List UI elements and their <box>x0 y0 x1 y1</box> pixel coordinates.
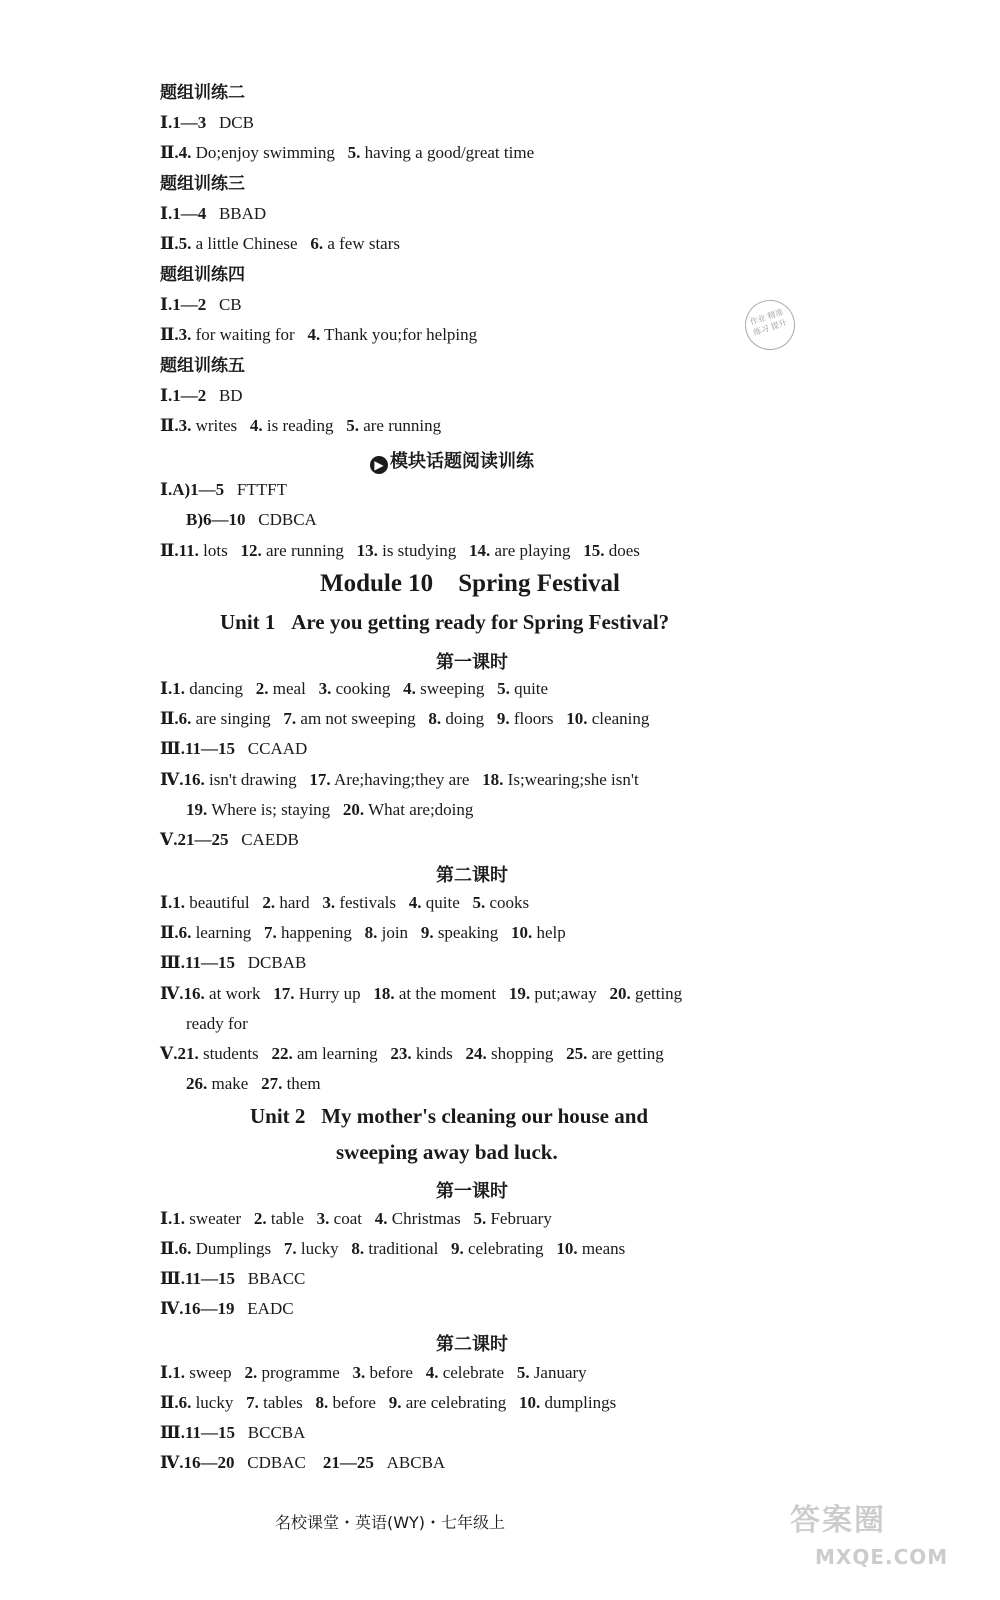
answer-line <box>160 294 242 316</box>
q-number: 9. <box>496 709 510 728</box>
answer: speaking <box>437 923 499 942</box>
answer-line <box>160 324 477 346</box>
answer: are singing <box>195 709 271 728</box>
q-number: 22. <box>271 1044 293 1063</box>
answer-line <box>160 385 243 407</box>
answer: a few stars <box>327 234 401 253</box>
q-number: 10. <box>556 1239 578 1258</box>
q-number: 23. <box>390 1044 412 1063</box>
answer: celebrate <box>442 1363 505 1382</box>
q-number: 4. <box>249 416 263 435</box>
answer: Are;having;they are <box>333 770 470 789</box>
answer: students <box>202 1044 259 1063</box>
answer-line <box>186 1013 248 1035</box>
q-number: 3. <box>322 893 336 912</box>
answer: dumplings <box>544 1393 617 1412</box>
q-number: 4. <box>374 1209 388 1228</box>
answer: kinds <box>415 1044 453 1063</box>
answer-line <box>160 112 254 134</box>
page-footer: 名校课堂・英语(WY)・七年级上 <box>274 1513 506 1532</box>
answer: lucky <box>300 1239 339 1258</box>
answer-line <box>160 142 534 164</box>
answer: lucky <box>195 1393 234 1412</box>
q-number: 17. <box>273 984 295 1003</box>
answer-line <box>186 1073 321 1095</box>
answer-line <box>160 1043 664 1065</box>
answer: quite <box>425 893 460 912</box>
answer: tables <box>263 1393 303 1412</box>
q-number: 3. <box>318 679 332 698</box>
answer: hard <box>279 893 310 912</box>
answer-line <box>160 203 266 225</box>
q-number: 8. <box>351 1239 365 1258</box>
answer: ABCBA <box>386 1453 446 1472</box>
answer: are celebrating <box>405 1393 507 1412</box>
answer-line <box>160 829 299 851</box>
answer: table <box>270 1209 304 1228</box>
q-number: Ⅲ.11—15 <box>160 1269 236 1288</box>
q-number: 20. <box>609 984 631 1003</box>
answer: sweater <box>189 1209 242 1228</box>
answer: dancing <box>189 679 244 698</box>
q-number: 14. <box>469 541 491 560</box>
answer: put;away <box>534 984 597 1003</box>
q-number: Ⅴ.21—25 <box>160 830 229 849</box>
q-number: Ⅱ.6. <box>160 923 192 942</box>
q-number: 18. <box>373 984 395 1003</box>
answer: traditional <box>368 1239 439 1258</box>
group-title-4: 题组训练四 <box>160 265 245 285</box>
answer-line <box>160 1452 445 1474</box>
q-number: Ⅱ.3. <box>160 325 192 344</box>
stamp-seal <box>738 293 801 356</box>
q-number: B)6—10 <box>186 510 246 529</box>
answer: join <box>381 923 409 942</box>
q-number: Ⅰ.1. <box>160 679 185 698</box>
answer-line <box>160 769 639 791</box>
q-number: 7. <box>246 1393 259 1412</box>
answer: CAEDB <box>241 830 299 849</box>
answer: lots <box>203 541 228 560</box>
module-title: Spring Festival <box>458 570 621 597</box>
answer: January <box>533 1363 587 1382</box>
q-number: 3. <box>352 1363 366 1382</box>
answer: cooking <box>335 679 391 698</box>
answer: before <box>332 1393 376 1412</box>
answer-line <box>160 892 529 914</box>
answer: cooks <box>489 893 530 912</box>
answer: a little Chinese <box>195 234 298 253</box>
q-number: Ⅴ.21. <box>160 1044 199 1063</box>
answer: Thank you;for helping <box>324 325 478 344</box>
section-title-text: 模块话题阅读训练 <box>390 451 534 472</box>
answer-line <box>160 1422 305 1444</box>
q-number: 10. <box>518 1393 541 1412</box>
q-number: Ⅰ.1—4 <box>160 204 207 223</box>
answer: am not sweeping <box>300 709 416 728</box>
q-number: Ⅳ.16—20 <box>160 1453 235 1472</box>
q-number: Ⅱ.11. <box>160 541 199 560</box>
answer-line <box>160 952 306 974</box>
answer-line <box>160 415 441 437</box>
answer: writes <box>195 416 238 435</box>
q-number: 24. <box>465 1044 487 1063</box>
q-number: 5. <box>346 416 359 435</box>
q-number: 10. <box>566 709 588 728</box>
unit-heading-1 <box>220 610 669 635</box>
answer: CCAAD <box>247 739 308 758</box>
answer: is studying <box>382 541 457 560</box>
answer: at the moment <box>398 984 497 1003</box>
answer-line <box>160 1298 294 1320</box>
q-number: 26. <box>186 1074 208 1093</box>
answer: are running <box>363 416 442 435</box>
answer: are playing <box>494 541 571 560</box>
answer: Do;enjoy swimming <box>195 143 335 162</box>
q-number: Ⅱ.6. <box>160 1393 192 1412</box>
q-number: 7. <box>283 1239 297 1258</box>
q-number: 9. <box>420 923 434 942</box>
q-number: 4. <box>408 893 422 912</box>
answer: means <box>581 1239 626 1258</box>
q-number: 27. <box>261 1074 283 1093</box>
answer-line <box>160 708 649 730</box>
answer: FTTFT <box>236 480 287 499</box>
answer: getting <box>634 984 683 1003</box>
q-number: 2. <box>262 893 276 912</box>
group-title-2: 题组训练二 <box>160 83 245 103</box>
unit-title: Are you getting ready for Spring Festival? <box>291 610 670 634</box>
q-number: 8. <box>428 709 442 728</box>
answer: What are;doing <box>368 800 474 819</box>
q-number: Ⅰ.1—2 <box>160 386 207 405</box>
answer: help <box>536 923 566 942</box>
answer: Hurry up <box>298 984 361 1003</box>
q-number: 4. <box>307 325 321 344</box>
answer: BBACC <box>247 1269 306 1288</box>
group-title-3: 题组训练三 <box>160 174 245 194</box>
answer-line <box>160 1392 616 1414</box>
q-number: Ⅰ.A)1—5 <box>160 480 225 499</box>
answer: at work <box>209 984 261 1003</box>
lesson-title: 第二课时 <box>436 1334 508 1355</box>
q-number: 19. <box>186 800 208 819</box>
q-number: 4. <box>403 679 416 698</box>
q-number: 5. <box>472 893 486 912</box>
q-number: Ⅰ.1. <box>160 893 185 912</box>
section-title-reading <box>370 447 534 474</box>
q-number: 13. <box>356 541 378 560</box>
q-number: 12. <box>240 541 262 560</box>
answer-line <box>160 1238 625 1260</box>
answer: BBAD <box>218 204 267 223</box>
lesson-title: 第一课时 <box>436 652 508 673</box>
q-number: 15. <box>583 541 605 560</box>
answer-line <box>160 479 287 501</box>
q-number: Ⅰ.1. <box>160 1363 185 1382</box>
arrow-right-icon: ▶ <box>370 456 388 474</box>
answer: am learning <box>296 1044 378 1063</box>
q-number: 2. <box>255 679 269 698</box>
answer-line <box>160 1208 552 1230</box>
answer: festivals <box>339 893 396 912</box>
answer-line <box>160 1362 587 1384</box>
answer: CDBAC <box>247 1453 306 1472</box>
answer: happening <box>281 923 352 942</box>
q-number: Ⅱ.5. <box>160 234 192 253</box>
watermark-logo: 答案圈 <box>790 1503 886 1538</box>
stamp-text: 作业 精准练习 提升 <box>748 307 788 338</box>
answer-line <box>160 983 682 1005</box>
answer: sweep <box>189 1363 232 1382</box>
q-number: Ⅲ.11—15 <box>160 953 236 972</box>
answer: floors <box>513 709 554 728</box>
answer: them <box>286 1074 321 1093</box>
q-number: 7. <box>264 923 277 942</box>
q-number: Ⅳ.16. <box>160 984 205 1003</box>
answer: Is;wearing;she isn't <box>507 770 639 789</box>
answer: celebrating <box>468 1239 544 1258</box>
answer: Where is; staying <box>211 800 331 819</box>
answer-line <box>160 233 400 255</box>
answer: DCB <box>218 113 254 132</box>
answer-line <box>160 1268 305 1290</box>
answer: Dumplings <box>195 1239 272 1258</box>
answer: CDBCA <box>258 510 317 529</box>
module-heading <box>0 570 970 598</box>
answer: having a good/great time <box>364 143 535 162</box>
unit-title: My mother's cleaning our house and <box>321 1104 649 1128</box>
q-number: Ⅰ.1—2 <box>160 295 207 314</box>
q-number: Ⅰ.1—3 <box>160 113 207 132</box>
lesson-title: 第二课时 <box>436 865 508 886</box>
group-title-5: 题组训练五 <box>160 356 245 376</box>
answer: CB <box>218 295 242 314</box>
answer: isn't drawing <box>209 770 297 789</box>
q-number: 4. <box>425 1363 439 1382</box>
answer: shopping <box>491 1044 554 1063</box>
q-number: 20. <box>342 800 365 819</box>
q-number: Ⅲ.11—15 <box>160 1423 236 1442</box>
answer: EADC <box>247 1299 294 1318</box>
q-number: 2. <box>253 1209 267 1228</box>
q-number: 21—25 <box>322 1453 374 1472</box>
q-number: 7. <box>283 709 297 728</box>
q-number: 8. <box>315 1393 329 1412</box>
q-number: 9. <box>451 1239 464 1258</box>
answer: is reading <box>266 416 334 435</box>
answer: February <box>490 1209 552 1228</box>
unit-heading-2 <box>250 1104 648 1129</box>
answer: for waiting for <box>195 325 295 344</box>
answer: before <box>369 1363 413 1382</box>
answer: BD <box>218 386 243 405</box>
answer: doing <box>445 709 485 728</box>
q-number: 25. <box>566 1044 588 1063</box>
q-number: Ⅳ.16—19 <box>160 1299 235 1318</box>
q-number: Ⅲ.11—15 <box>160 739 236 758</box>
q-number: 3. <box>316 1209 330 1228</box>
answer: quite <box>514 679 549 698</box>
answer: coat <box>333 1209 362 1228</box>
q-number: 10. <box>511 923 533 942</box>
q-number: Ⅱ.3. <box>160 416 192 435</box>
answer: make <box>211 1074 249 1093</box>
answer-line <box>160 922 566 944</box>
answer: programme <box>261 1363 340 1382</box>
unit-heading-2-cont: sweeping away bad luck. <box>336 1140 558 1164</box>
answer: are running <box>265 541 344 560</box>
answer: Christmas <box>391 1209 461 1228</box>
q-number: 19. <box>508 984 531 1003</box>
q-number: Ⅱ.6. <box>160 1239 192 1258</box>
unit-label: Unit 1 <box>220 610 276 634</box>
q-number: 5. <box>473 1209 487 1228</box>
q-number: Ⅱ.4. <box>160 143 192 162</box>
answer-line <box>186 799 473 821</box>
answer-line <box>160 540 640 562</box>
answer: cleaning <box>591 709 650 728</box>
q-number: Ⅳ.16. <box>160 770 205 789</box>
q-number: 2. <box>244 1363 258 1382</box>
answer-line <box>160 678 548 700</box>
q-number: 9. <box>388 1393 402 1412</box>
answer: beautiful <box>189 893 250 912</box>
watermark-url: MXQE.COM <box>815 1545 949 1569</box>
answer: meal <box>272 679 306 698</box>
q-number: 5. <box>497 679 510 698</box>
q-number: 5. <box>347 143 361 162</box>
q-number: 18. <box>482 770 504 789</box>
q-number: 6. <box>310 234 324 253</box>
q-number: Ⅰ.1. <box>160 1209 185 1228</box>
q-number: 8. <box>364 923 378 942</box>
unit-label: Unit 2 <box>250 1104 306 1128</box>
answer: sweeping <box>420 679 485 698</box>
q-number: 17. <box>309 770 331 789</box>
q-number: Ⅱ.6. <box>160 709 192 728</box>
answer: DCBAB <box>247 953 307 972</box>
answer-line <box>160 738 307 760</box>
answer: are getting <box>591 1044 664 1063</box>
answer: does <box>608 541 640 560</box>
q-number: 5. <box>516 1363 530 1382</box>
answer-line <box>186 509 317 531</box>
answer: BCCBA <box>247 1423 306 1442</box>
answer: ready for <box>186 1014 248 1033</box>
lesson-title: 第一课时 <box>436 1181 508 1202</box>
module-number: Module 10 <box>319 570 434 597</box>
answer: learning <box>195 923 252 942</box>
